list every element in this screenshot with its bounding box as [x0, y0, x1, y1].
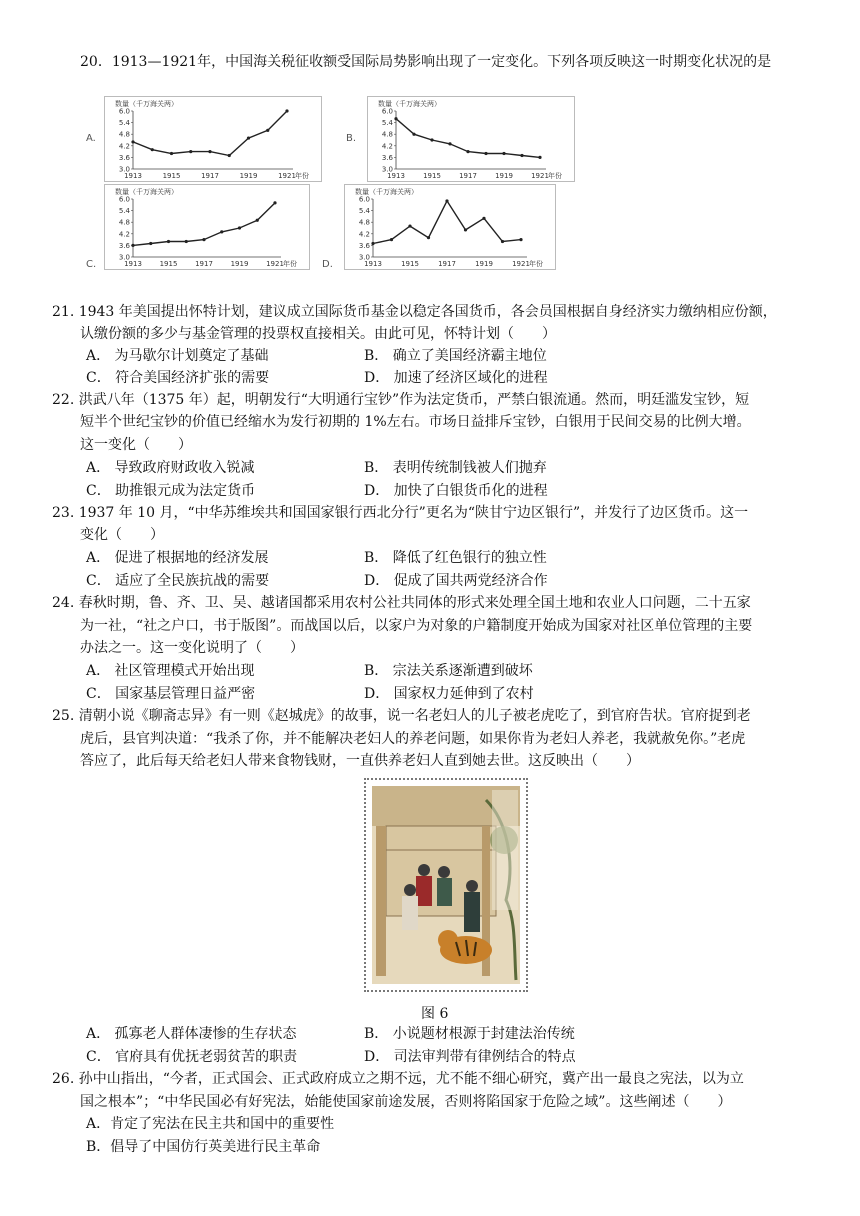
data-point — [185, 240, 188, 243]
y-tick-label: 6.0 — [358, 195, 370, 204]
y-tick-label: 5.4 — [118, 119, 130, 128]
y-tick-label: 5.4 — [118, 207, 130, 216]
y-tick-label: 4.2 — [381, 142, 393, 151]
x-tick-label: 1915 — [423, 172, 441, 180]
y-tick-label: 3.6 — [118, 241, 130, 250]
data-point — [408, 224, 411, 227]
x-tick-label: 1913 — [387, 172, 405, 180]
data-point — [501, 240, 504, 243]
chart-b — [367, 96, 575, 182]
y-tick-label: 4.8 — [118, 218, 130, 227]
y-axis-label: 数量（千万海关两） — [115, 100, 178, 108]
y-tick-label: 4.2 — [358, 230, 370, 239]
q22-option-c: C． 助推银元成为法定货币 — [86, 483, 256, 499]
y-tick-label: 5.4 — [381, 119, 393, 128]
x-tick-label: 1913 — [364, 260, 382, 268]
q24-stem-1: 24. 春秋时期，鲁、齐、卫、吴、越诸国都采用农村公社共同体的形式来处理全国土地和农业人口问题，二十五家 — [52, 595, 751, 611]
y-tick-label: 3.6 — [381, 153, 393, 162]
data-point — [394, 117, 397, 120]
data-point — [466, 150, 469, 153]
data-point — [131, 244, 134, 247]
chart-c — [104, 184, 310, 270]
q24-option-c: C． 国家基层管理日益严密 — [86, 686, 256, 702]
q25-stem-2: 虎后，县官判决道：“我杀了你，并不能解决老妇人的养老问题，如果你肯为老妇人养老，我就赦免你。”老虎 — [80, 731, 746, 747]
x-tick-label: 1917 — [201, 172, 219, 180]
chart-b-option: B. — [346, 133, 357, 144]
chart-a — [104, 96, 322, 182]
x-tick-label: 1921 — [278, 172, 296, 180]
data-point — [220, 230, 223, 233]
data-point — [170, 152, 173, 155]
q26-stem-1: 26. 孙中山指出，“今者，正式国会、正式政府成立之期不远，尤不能不细心研究，冀产出一最良之宪法，以为立 — [52, 1071, 744, 1087]
q25-option-b: B． 小说题材根源于封建法治传统 — [364, 1026, 575, 1042]
y-tick-label: 4.2 — [118, 230, 130, 239]
q24-option-d: D． 国家权力延伸到了农村 — [364, 686, 534, 702]
chart-d-option: D. — [322, 259, 333, 270]
q21-stem-1: 21. 1943 年美国提出怀特计划，建议成立国际货币基金以稳定各国货币，各会员国根据自身经济实力缴纳相应份额， — [52, 304, 777, 320]
data-point — [412, 133, 415, 136]
q21-option-b: B． 确立了美国经济霸主地位 — [364, 348, 547, 364]
data-point — [256, 219, 259, 222]
series-line — [373, 201, 521, 244]
q20-stem: 20．1913—1921年，中国海关税征收额受国际局势影响出现了一定变化。下列各项反映这一时期变化状况的是 — [80, 54, 772, 70]
q25-option-a: A． 孤寡老人群体凄惨的生存状态 — [86, 1026, 297, 1042]
x-axis-label: 年份 — [548, 172, 562, 180]
q22-stem-1: 22. 洪武八年（1375 年）起，明朝发行“大明通行宝钞”作为法定货币，严禁白银流通。然而，明廷滥发宝钞，短 — [52, 392, 750, 408]
y-tick-label: 3.0 — [118, 253, 130, 262]
y-tick-label: 6.0 — [118, 107, 130, 116]
data-point — [273, 201, 276, 204]
x-tick-label: 1915 — [162, 172, 181, 180]
y-axis-label: 数量（千万海关两） — [355, 188, 418, 196]
data-point — [519, 238, 522, 241]
y-tick-label: 3.0 — [358, 253, 370, 262]
data-point — [502, 152, 505, 155]
y-tick-label: 4.2 — [118, 142, 130, 151]
y-tick-label: 6.0 — [118, 195, 130, 204]
data-point — [538, 156, 541, 159]
q21-option-c: C． 符合美国经济扩张的需要 — [86, 370, 270, 386]
x-axis-label: 年份 — [295, 172, 309, 180]
x-tick-label: 1921 — [266, 260, 284, 268]
q25-option-c: C． 官府具有优抚老弱贫苦的职责 — [86, 1049, 298, 1065]
x-tick-label: 1913 — [124, 260, 142, 268]
y-tick-label: 5.4 — [358, 207, 370, 216]
q24-option-a: A． 社区管理模式开始出现 — [86, 663, 255, 679]
x-tick-label: 1913 — [124, 172, 142, 180]
chart-d — [344, 184, 556, 270]
data-point — [228, 154, 231, 157]
data-point — [266, 129, 269, 132]
q24-stem-2: 为一社，“社之户口，书于版图”。而战国以后，以家户为对象的户籍制度开始成为国家对社区单位管理的主要 — [80, 618, 753, 634]
data-point — [520, 154, 523, 157]
x-tick-label: 1917 — [438, 260, 456, 268]
stamp-illustration — [364, 778, 528, 992]
data-point — [131, 140, 134, 143]
q21-option-a: A． 为马歇尔计划奠定了基础 — [86, 348, 269, 364]
q26-stem-2: 国之根本”；“中华民国必有好宪法，始能使国家前途发展，否则将陷国家于危险之域”。这些阐述（ ） — [80, 1094, 732, 1110]
chart-c-option: C. — [86, 259, 97, 270]
q26-option-b: B．倡导了中国仿行英美进行民主革命 — [86, 1139, 321, 1155]
q23-option-c: C． 适应了全民族抗战的需要 — [86, 573, 270, 589]
data-point — [247, 136, 250, 139]
q23-option-d: D． 促成了国共两党经济合作 — [364, 573, 548, 589]
figure-caption: 图 6 — [421, 1006, 449, 1022]
q21-option-d: D． 加速了经济区域化的进程 — [364, 370, 548, 386]
data-point — [464, 228, 467, 231]
x-tick-label: 1919 — [239, 172, 258, 180]
q24-stem-3: 办法之一。这一变化说明了（ ） — [80, 640, 304, 656]
y-tick-label: 4.8 — [118, 130, 130, 139]
x-axis-label: 年份 — [529, 260, 543, 268]
x-tick-label: 1917 — [459, 172, 477, 180]
data-point — [151, 148, 154, 151]
x-tick-label: 1917 — [195, 260, 213, 268]
q22-option-b: B． 表明传统制钱被人们抛弃 — [364, 460, 547, 476]
q24-option-b: B． 宗法关系逐渐遭到破坏 — [364, 663, 533, 679]
series-line — [133, 111, 287, 156]
data-point — [482, 217, 485, 220]
q23-stem-1: 23. 1937 年 10 月，“中华苏维埃共和国国家银行西北分行”更名为“陕甘宁边区银行”，并发行了边区货币。这一 — [52, 505, 749, 521]
y-axis-label: 数量（千万海关两） — [115, 188, 178, 196]
data-point — [238, 226, 241, 229]
q25-option-d: D． 司法审判带有律例结合的特点 — [364, 1049, 576, 1065]
data-point — [430, 138, 433, 141]
x-tick-label: 1921 — [512, 260, 530, 268]
x-tick-label: 1919 — [475, 260, 493, 268]
data-point — [427, 236, 430, 239]
y-tick-label: 6.0 — [381, 107, 393, 116]
data-point — [167, 240, 170, 243]
x-tick-label: 1915 — [159, 260, 178, 268]
q23-option-a: A． 促进了根据地的经济发展 — [86, 550, 269, 566]
y-tick-label: 3.6 — [358, 241, 370, 250]
q22-stem-3: 这一变化（ ） — [80, 437, 192, 453]
data-point — [208, 150, 211, 153]
q23-stem-2: 变化（ ） — [80, 527, 164, 543]
y-axis-label: 数量（千万海关两） — [378, 100, 441, 108]
data-point — [285, 109, 288, 112]
y-tick-label: 3.6 — [118, 153, 130, 162]
data-point — [371, 242, 374, 245]
q22-option-d: D． 加快了白银货币化的进程 — [364, 483, 548, 499]
x-tick-label: 1915 — [401, 260, 419, 268]
data-point — [149, 242, 152, 245]
x-axis-label: 年份 — [283, 260, 297, 268]
q26-option-a: A．肯定了宪法在民主共和国中的重要性 — [86, 1116, 335, 1132]
data-point — [445, 199, 448, 202]
data-point — [390, 238, 393, 241]
q25-stem-3: 答应了，此后每天给老妇人带来食物钱财，一直供养老妇人直到她去世。这反映出（ ） — [80, 753, 640, 769]
data-point — [484, 152, 487, 155]
y-tick-label: 3.0 — [381, 165, 393, 174]
data-point — [448, 142, 451, 145]
x-tick-label: 1921 — [531, 172, 549, 180]
y-tick-label: 4.8 — [358, 218, 370, 227]
q23-option-b: B． 降低了红色银行的独立性 — [364, 550, 547, 566]
q22-option-a: A． 导致政府财政收入锐减 — [86, 460, 255, 476]
q22-stem-2: 短半个世纪宝钞的价值已经缩水为发行初期的 1%左右。市场日益排斥宝钞，白银用于民间交易的比例大增。 — [80, 414, 751, 430]
q25-stem-1: 25. 清朝小说《聊斋志异》有一则《赵城虎》的故事，说一名老妇人的儿子被老虎吃了，到官府告状。官府捉到老 — [52, 708, 751, 724]
x-tick-label: 1919 — [230, 260, 249, 268]
x-tick-label: 1919 — [495, 172, 513, 180]
y-tick-label: 4.8 — [381, 130, 393, 139]
data-point — [189, 150, 192, 153]
chart-a-option: A. — [86, 133, 96, 144]
data-point — [202, 238, 205, 241]
y-tick-label: 3.0 — [118, 165, 130, 174]
q21-stem-2: 认缴份额的多少与基金管理的投票权直接相关。由此可见，怀特计划（ ） — [80, 326, 556, 342]
